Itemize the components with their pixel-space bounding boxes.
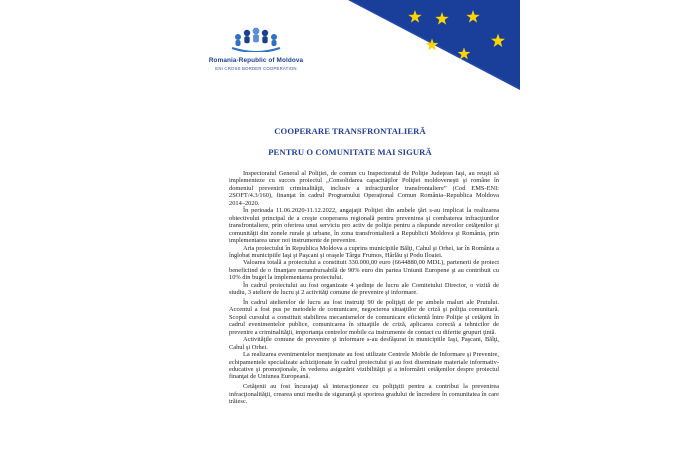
document-subtitle: PENTRU O COMUNITATE MAI SIGURĂ: [268, 147, 432, 157]
document-body: [229, 170, 499, 405]
paragraph: La realizarea evenimentelor menţionate au fost utilizate Centrele Mobile de Informare şi Prevenire, echipamentele specializate achiziţionate în cadrul proiectului şi au fost diseminate materiale informativ-educative şi promoţionale, în vederea asigurării vizibilităţii şi a informării cetăţenilor despre proiectul finanţat de Uniunea Europeană.: [229, 351, 499, 381]
paragraph: În cadrul proiectului au fost organizate 4 şedinţe de lucru ale Comitetului Director, o vizită de studiu, 3 ateliere de lucru şi 2 activităţi comune de prevenire şi informare.: [229, 281, 499, 297]
logo-name: Romania-Republic of Moldova: [208, 57, 304, 64]
document-title: COOPERARE TRANSFRONTALIERĂ: [274, 126, 426, 136]
paragraph: Cetăţenii au fost încurajaţi să interacţioneze cu poliţiştii pentru a contribui la prevenirea infracţionalităţii, crearea unui mediu de siguranţă şi sporirea gradului de încredere în comunitatea în care trăiesc.: [229, 383, 499, 405]
paragraph: În perioada 11.06.2020-11.12.2022, angajaţii Poliţiei din ambele ţări s-au implicat la realizarea obiectivului principal de a creşte cooperarea regională pentru prevenirea şi combaterea infracţiunilor transfrontaliere, prin oferirea unui serviciu pro activ de poliţie pentru a răspunde nevoilor cetăţenilor şi comunităţii din zonele rurale şi urbane, în zona transfrontalieră a Republicii Moldova şi România, prin implementarea unor noi instrumente de prevenire.: [229, 207, 499, 245]
paragraph: În cadrul atelierelor de lucru au fost instruiţi 90 de poliţişti de pe ambele maluri ale Prutului. Accentul a fost pus pe metodele de comunicare, negocierea situaţiilor de criză şi poliţia comunitară. Scopul cursului a constituit stabilirea mecanismelor de comunicare eficientă între Poliţie şi cetăţeni în cadrul evenimentelor publice, comunicarea în situaţiile de criză, aplicarea corectă a tehnicilor de prevenire a criminalităţii, importanţa centrelor mobile ca instrumente de contact cu diferite grupuri ţintă.: [229, 298, 499, 336]
paragraph: Inspectoratul General al Poliţiei, de comun cu Inspectoratul de Poliţie Judeţean Iaşi, au reuşit să implementeze cu succes proiectul „Consolidarea capacităţilor Poliţiei moldoveneşti şi române în domeniul prevenirii criminalităţii, inclusiv a infracţiunilor transfrontaliere” (Cod EMS-ENI: 2SOFT/4.3/160), finanţat în cadrul Programului Operaţional Comun România–Republica Moldova 2014–2020.: [229, 170, 499, 207]
program-logo: [200, 26, 312, 86]
logo-subtitle: ENI CROSS BORDER COOPERATION: [215, 66, 297, 71]
people-circle-logo-icon: [224, 26, 288, 52]
paragraph: Valoarea totală a proiectului a constituit 330.000,00 euro (6644880,00 MDL), partenerii de proiect beneficiind de o finanţare nerambursabilă de 90% euro din partea Uniunii Europene şi au contribuit cu 10% din buget la implementarea proiectului.: [229, 259, 499, 282]
paragraph: Activităţile comune de prevenire şi informare s-au desfăşurat în municipiile Iaşi, Paşcani, Bălţi, Cahul şi Orhei.: [229, 336, 499, 351]
paragraph: Aria proiectului în Republica Moldova a cuprins municipiile Bălţi, Cahul şi Orhei, iar în România a înglobat municipiile Iaşi şi Paşcani şi oraşele Târgu Frumos, Hârlău şi Podu Iloaiei.: [229, 244, 499, 259]
